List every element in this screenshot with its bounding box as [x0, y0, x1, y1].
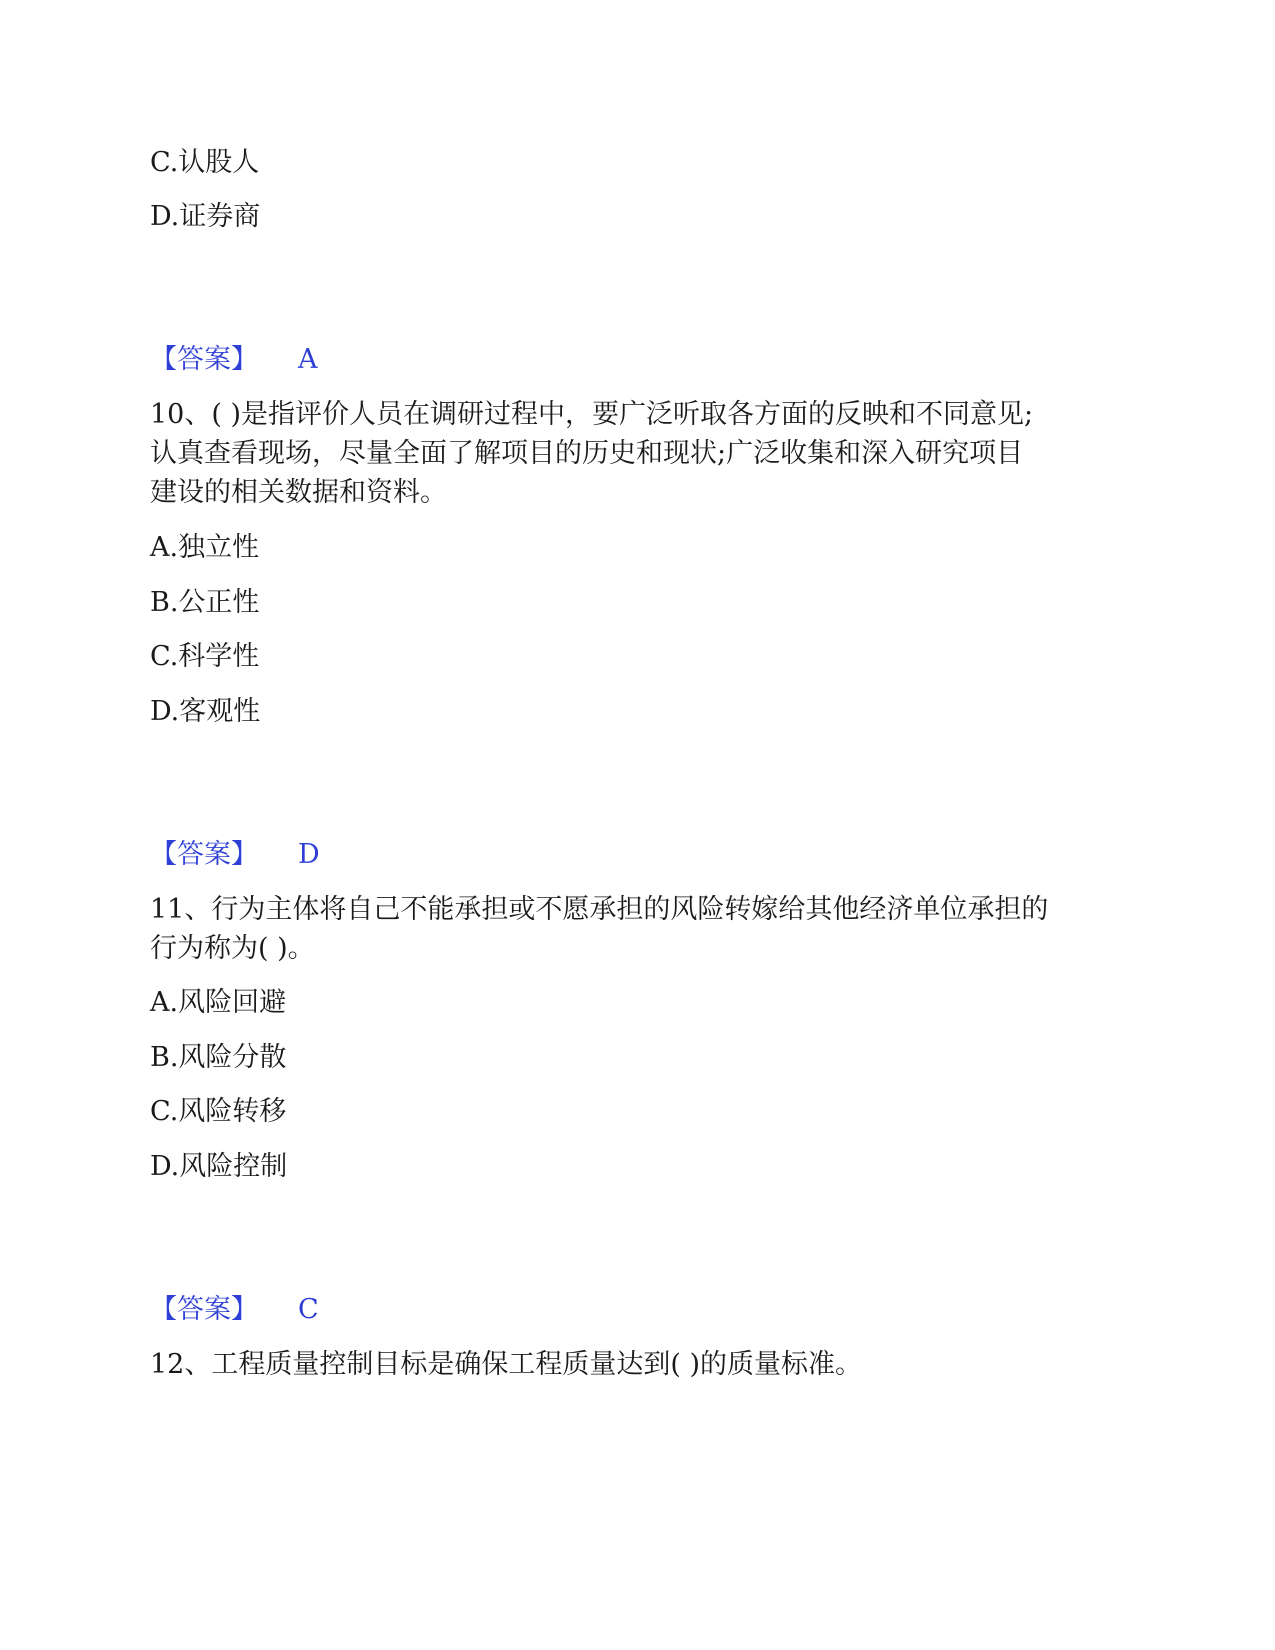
- q9-answer: [150, 341, 318, 379]
- q10-stem-line-1: 10、( )是指评价人员在调研过程中，要广泛听取各方面的反映和不同意见;: [150, 399, 1034, 430]
- q11-option-b: B.风险分散: [150, 1042, 287, 1073]
- answer-label: 【答案】: [150, 1294, 258, 1325]
- answer-value: D: [298, 839, 320, 870]
- q10-stem-line-2: 认真查看现场，尽量全面了解项目的历史和现状;广泛收集和深入研究项目: [150, 438, 1024, 469]
- q11-option-a: A.风险回避: [150, 987, 287, 1018]
- answer-label: 【答案】: [150, 839, 258, 870]
- q11-stem-line-2: 行为称为( )。: [150, 933, 315, 964]
- q11-stem-line-1: 11、行为主体将自己不能承担或不愿承担的风险转嫁给其他经济单位承担的: [150, 894, 1049, 925]
- q10-option-a: A.独立性: [150, 532, 260, 563]
- q10-option-d: D.客观性: [150, 696, 261, 727]
- q10-option-c: C.科学性: [150, 641, 260, 672]
- q10-answer: [150, 836, 320, 874]
- q9-option-c: C.认股人: [150, 147, 260, 178]
- q10-stem-line-3: 建设的相关数据和资料。: [150, 477, 447, 508]
- answer-value: C: [298, 1294, 319, 1325]
- q10-option-b: B.公正性: [150, 587, 260, 618]
- q12-stem-line-1: 12、工程质量控制目标是确保工程质量达到( )的质量标准。: [150, 1349, 863, 1380]
- q11-option-c: C.风险转移: [150, 1096, 287, 1127]
- q11-answer: [150, 1291, 319, 1329]
- q11-option-d: D.风险控制: [150, 1151, 288, 1182]
- answer-label: 【答案】: [150, 344, 258, 375]
- answer-value: A: [298, 344, 318, 375]
- q9-option-d: D.证券商: [150, 201, 261, 232]
